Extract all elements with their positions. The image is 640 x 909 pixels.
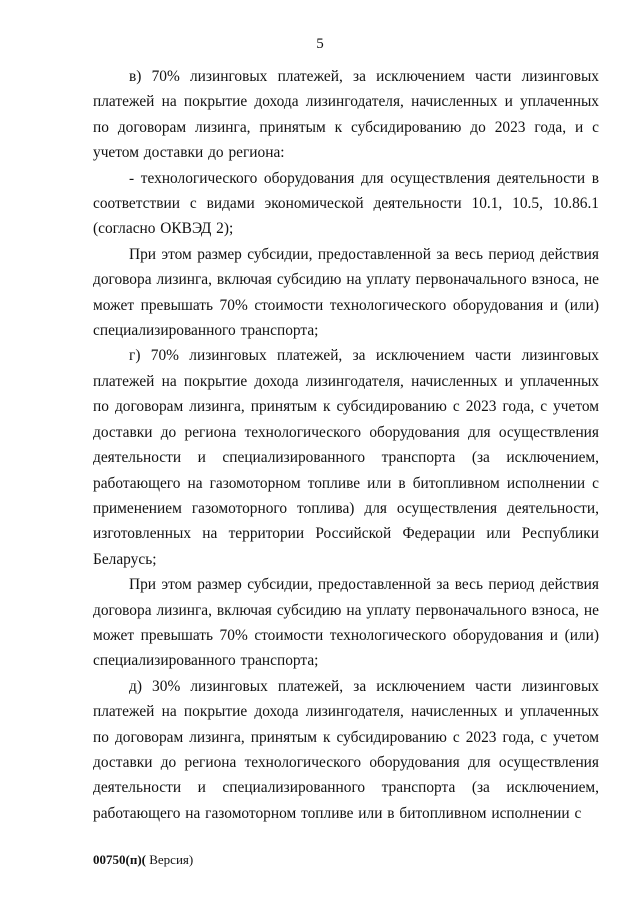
paragraph-d-subsidy-30-from-2023: д) 30% лизинговых платежей, за исключением части лизинговых платежей на покрытие дохода лизингодателя, начисленных и уплаченных по договорам лизинга, принятым к субсидированию с 2023 года, с учетом доставки до региона технологического оборудования для осуществления деятельности и специализированного транспорта (за исключением, работающего на газомоторном топливе или в битопливном исполнении с <box>93 677 599 822</box>
page-number: 5 <box>316 36 324 52</box>
footer-version: Версия) <box>145 852 194 867</box>
document-body <box>93 64 599 826</box>
document-footer <box>93 852 193 868</box>
paragraph-g-subsidy-70-from-2023: г) 70% лизинговых платежей, за исключением части лизинговых платежей на покрытие дохода лизингодателя, начисленных и уплаченных по договорам лизинга, принятым к субсидированию с 2023 года, с учетом доставки до региона технологического оборудования для осуществления деятельности и специализированного транспорта (за исключением, работающего на газомоторном топливе или в битопливном исполнении с применением газомоторного топлива) для осуществления деятельности, изготовленных на территории Российской Федерации или Республики Беларусь; <box>93 347 599 568</box>
paragraph-subsidy-limit-1: При этом размер субсидии, предоставленной за весь период действия договора лизинга, включая субсидию на уплату первоначального взноса, не может превышать 70% стоимости технологического оборудования и (или) специализированного транспорта; <box>93 245 599 340</box>
paragraph-equipment-okved: - технологического оборудования для осуществления деятельности в соответствии с видами экономической деятельности 10.1, 10.5, 10.86.1 (согласно ОКВЭД 2); <box>93 169 599 238</box>
footer-code: 00750(п)( <box>93 852 146 867</box>
paragraph-subsidy-limit-2: При этом размер субсидии, предоставленной за весь период действия договора лизинга, включая субсидию на уплату первоначального взноса, не может превышать 70% стоимости технологического оборудования и (или) специализированного транспорта; <box>93 576 599 670</box>
paragraph-v-subsidy-70-before-2023: в) 70% лизинговых платежей, за исключением части лизинговых платежей на покрытие дохода лизингодателя, начисленных и уплаченных по договорам лизинга, принятым к субсидированию до 2023 года, и с учетом доставки до региона: <box>93 68 599 162</box>
